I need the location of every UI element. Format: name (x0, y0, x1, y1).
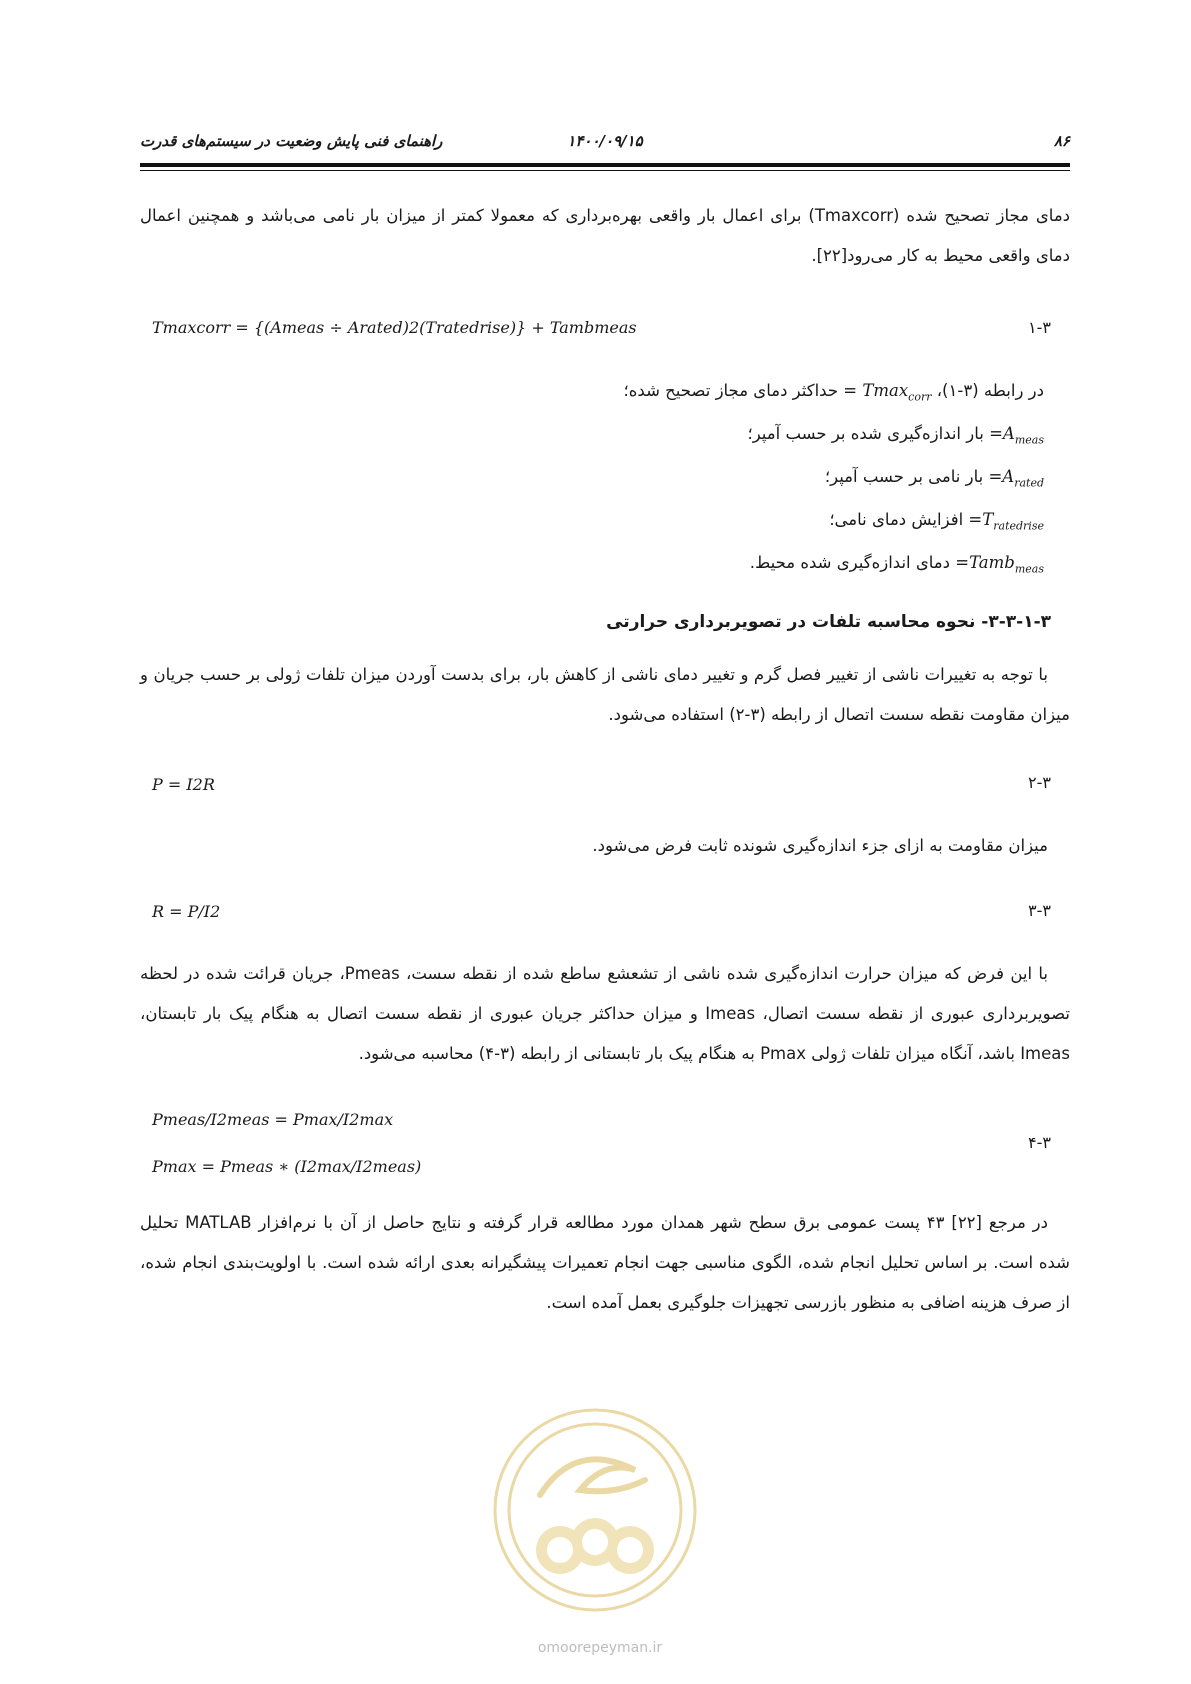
header-title: راهنمای فنی پایش وضعیت در سیستم‌های قدرت (140, 132, 443, 150)
equation-4b: Pmax = Pmeas ∗ (I2max/I2meas) (152, 1157, 422, 1176)
definition-2-suffix: = بار اندازه‌گیری شده بر حسب آمپر؛ (747, 424, 1003, 443)
symbol-tmax-corr: Tmax$_{corr}$ (862, 381, 932, 404)
symbol-a-rated: $A_{rated}$ (1002, 467, 1044, 490)
symbol-tamb-meas: Tamb$_{meas}$ (969, 553, 1044, 576)
equation-4a: Pmeas/I2meas = Pmax/I2max (152, 1110, 394, 1129)
intro-paragraph (140, 196, 1070, 276)
symbol-a-meas: $A_{meas}$ (1002, 424, 1044, 447)
definition-3-suffix: = بار نامی بر حسب آمپر؛ (824, 467, 1003, 486)
definition-1-prefix: در رابطه (۳-۱)، (931, 381, 1044, 400)
definition-4 (829, 506, 1044, 540)
header-rule-thick (140, 163, 1070, 167)
watermark-logo (485, 1400, 705, 1620)
page-number: ۸۶ (1053, 132, 1070, 150)
definition-2 (747, 420, 1044, 454)
equation-2: P = I2R (152, 775, 215, 794)
section-heading: ۳-۳-۱-۳- نحوه محاسبه تلفات در تصویربرداری حرارتی (606, 612, 1051, 632)
definition-5 (750, 549, 1044, 583)
section-paragraph-3: با این فرض که میزان حرارت اندازه‌گیری شده ناشی از تشعشع ساطع شده از نقطه سست، Pmeas، جریان قرائت شده در لحظه تصویربرداری عبوری از نقطه سست اتصال، Imeas و میزان حداکثر جریان عبوری از نقطه سست اتصال به هنگام پیک بار تابستان، Imeas باشد، آنگاه میزان تلفات ژولی Pmax به هنگام پیک بار تابستانی از رابطه (۳-۴) محاسبه می‌شود. (140, 964, 1071, 1063)
definition-3 (825, 463, 1044, 497)
header-rule-thin (140, 170, 1070, 171)
equation-4-number: ۴-۳ (1028, 1133, 1051, 1152)
page-header (140, 128, 1070, 158)
equation-3-number: ۳-۳ (1028, 901, 1051, 920)
watermark-site (500, 1640, 700, 1656)
equation-3: R = P/I2 (152, 902, 221, 921)
section-paragraph-2: میزان مقاومت به ازای جزء اندازه‌گیری شونده ثابت فرض می‌شود. (592, 836, 1048, 855)
watermark-site-text: omoorepeyman.ir (537, 1640, 663, 1656)
equation-2-number: ۲-۳ (1028, 773, 1051, 792)
section-paragraph-4: در مرجع [۲۲] ۴۳ پست عمومی برق سطح شهر همدان مورد مطالعه قرار گرفته و نتایج حاصل از آن با نرم‌افزار MATLAB تحلیل شده است. بر اساس تحلیل انجام شده، الگوی مناسبی جهت انجام تعمیرات پیشگیرانه بعدی ارائه شده است. با اولویت‌بندی انجام شده، از صرف هزینه اضافی به منظور بازرسی تجهیزات جلوگیری بعمل آمده است. (140, 1213, 1070, 1312)
definition-1-suffix: = حداکثر دمای مجاز تصحیح شده؛ (623, 381, 863, 400)
header-date: ۱۴۰۰/۰۹/۱۵ (567, 132, 643, 150)
definition-1 (624, 377, 1044, 411)
symbol-t-ratedrise: $T_{ratedrise}$ (982, 510, 1044, 533)
section-paragraph-1: با توجه به تغییرات ناشی از تغییر فصل گرم و تغییر دمای ناشی از کاهش بار، برای بدست آوردن میزان تلفات ژولی بر حسب جریان و میزان مقاومت نقطه سست اتصال از رابطه (۳-۲) استفاده می‌شود. (140, 665, 1070, 724)
equation-1: Tmaxcorr = {(Ameas ÷ Arated)2(Tratedrise)} + Tambmeas (152, 318, 637, 337)
definition-5-suffix: = دمای اندازه‌گیری شده محیط. (749, 553, 970, 572)
definition-4-suffix: = افزایش دمای نامی؛ (829, 510, 983, 529)
equation-1-number: ۱-۳ (1028, 318, 1051, 337)
intro-text: دمای مجاز تصحیح شده (Tmaxcorr) برای اعمال بار واقعی بهره‌برداری که معمولا کمتر از میزان بار نامی می‌باشد و همچنین اعمال دمای واقعی محیط به کار می‌رود[۲۲]. (140, 206, 1071, 265)
